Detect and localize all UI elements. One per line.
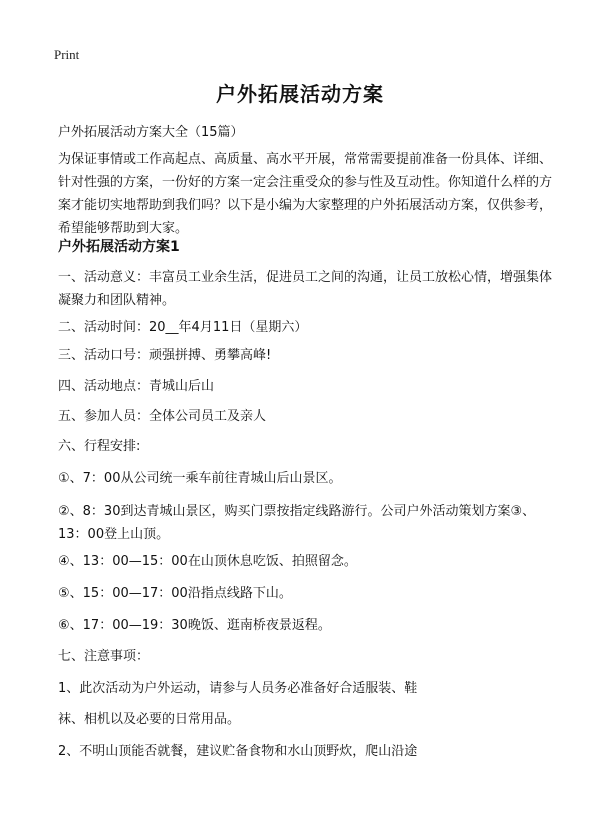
paragraph-itinerary-heading: 六、行程安排: <box>58 439 141 454</box>
paragraph-activity-meaning: 一、活动意义：丰富员工业余生活，促进员工之间的沟通，让员工放松心情，增强集体凝聚力和团队精神。 <box>58 270 553 308</box>
print-link[interactable]: Print <box>54 47 80 62</box>
paragraph-activity-time: 二、活动时间：20__年4月11日（星期六） <box>58 320 308 335</box>
itinerary-item: ④、13：00—15：00在山顶休息吃饭、拍照留念。 <box>58 554 357 569</box>
note-item: 1、此次活动为户外运动，请参与人员务必准备好合适服装、鞋 <box>58 681 418 696</box>
itinerary-item: ②、8：30到达青城山景区，购买门票按指定线路游行。公司户外活动策划方案③、13：00登上山顶。 <box>58 504 536 542</box>
note-item: 2、不明山顶能否就餐，建议贮备食物和水山顶野炊，爬山沿途 <box>58 744 418 759</box>
document-subtitle: 户外拓展活动方案大全（15篇） <box>58 125 244 140</box>
itinerary-item: ⑤、15：00—17：00沿指点线路下山。 <box>58 586 292 601</box>
paragraph-participants: 五、参加人员：全体公司员工及亲人 <box>58 409 267 424</box>
itinerary-item: ①、7：00从公司统一乘车前往青城山后山景区。 <box>58 471 342 486</box>
paragraph-notes-heading: 七、注意事项： <box>58 649 150 664</box>
paragraph-activity-location: 四、活动地点：青城山后山 <box>58 379 215 394</box>
page-title: 户外拓展活动方案 <box>216 82 384 106</box>
section-heading: 户外拓展活动方案1 <box>58 239 180 255</box>
intro-paragraph: 为保证事情或工作高起点、高质量、高水平开展，常常需要提前准备一份具体、详细、针对性强的方案，一份好的方案一定会注重受众的参与性及互动性。你知道什么样的方案才能切实地帮助到我们吗？以下是小编为大家整理的户外拓展活动方案，仅供参考，希望能够帮助到大家。 <box>58 152 553 236</box>
paragraph-activity-slogan: 三、活动口号：顽强拼搏、勇攀高峰! <box>58 348 272 363</box>
itinerary-item: ⑥、17：00—19：30晚饭、逛南桥夜景返程。 <box>58 618 331 633</box>
note-item-continued: 袜、相机以及必要的日常用品。 <box>58 712 241 727</box>
